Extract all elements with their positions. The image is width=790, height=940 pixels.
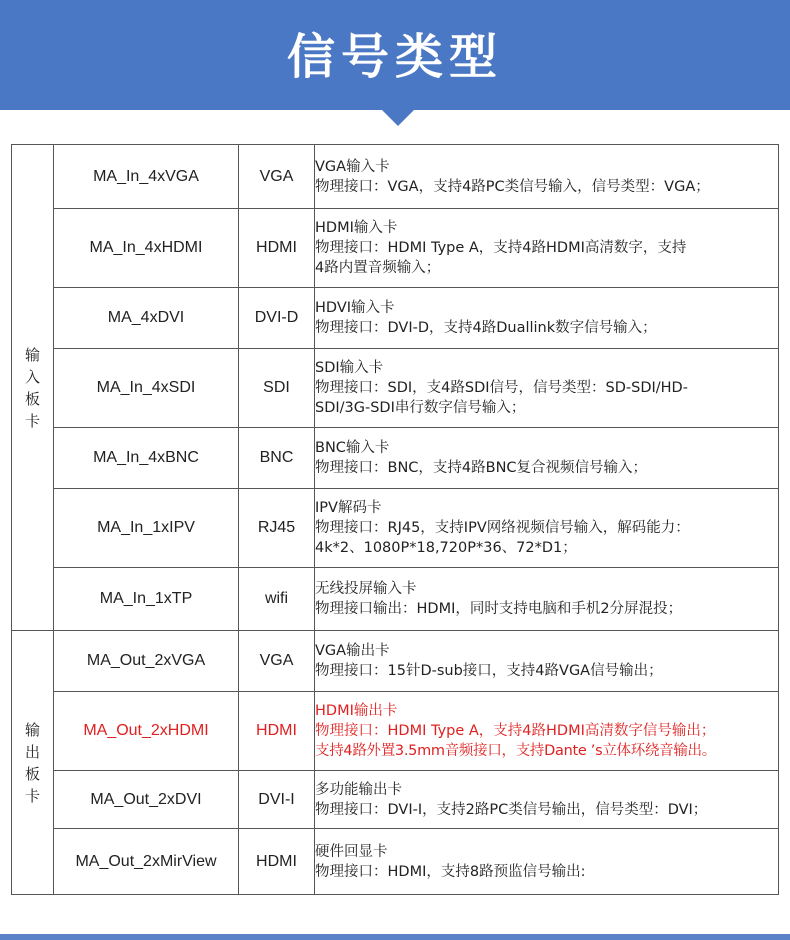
desc-line: 物理接口：HDMI Type A，支持4路HDMI高清数字信号输出； xyxy=(315,723,716,739)
table-row xyxy=(12,428,779,489)
group-output xyxy=(12,631,54,895)
model-name: MA_Out_2xHDMI xyxy=(54,692,239,771)
table-row xyxy=(12,771,779,829)
desc-title: SDI输入卡 xyxy=(315,360,384,376)
desc-title: VGA输出卡 xyxy=(315,643,390,659)
description xyxy=(315,209,779,288)
description xyxy=(315,829,779,895)
desc-line: 物理接口：SDI，支4路SDI信号，信号类型：SD-SDI/HD- xyxy=(315,380,688,396)
interface-type: SDI xyxy=(239,349,315,428)
model-name: MA_In_4xBNC xyxy=(54,428,239,489)
model-name: MA_In_4xSDI xyxy=(54,349,239,428)
description xyxy=(315,489,779,568)
desc-title: 无线投屏输入卡 xyxy=(315,581,417,597)
table-row xyxy=(12,631,779,692)
table-row xyxy=(12,209,779,288)
description xyxy=(315,771,779,829)
desc-line: 支持4路外置3.5mm音频接口，支持Dante ’s立体环绕音输出。 xyxy=(315,743,716,759)
description xyxy=(315,349,779,428)
table-row xyxy=(12,568,779,631)
table-row xyxy=(12,489,779,568)
desc-title: IPV解码卡 xyxy=(315,500,382,516)
interface-type: RJ45 xyxy=(239,489,315,568)
desc-title: VGA输入卡 xyxy=(315,158,390,175)
desc-line: 物理接口：DVI-D，支持4路Duallink数字信号输入； xyxy=(315,320,657,336)
desc-line: 4k*2、1080P*18,720P*36、72*D1； xyxy=(315,540,577,556)
model-name: MA_Out_2xVGA xyxy=(54,631,239,692)
desc-title: HDMI输出卡 xyxy=(315,703,398,719)
table-row xyxy=(12,349,779,428)
desc-line: 物理接口输出：HDMI，同时支持电脑和手机2分屏混投； xyxy=(315,601,683,617)
desc-line: 物理接口：15针D-sub接口，支持4路VGA信号输出； xyxy=(315,663,663,679)
signal-type-table xyxy=(11,144,779,895)
desc-line: 物理接口：HDMI，支持8路预监信号输出: xyxy=(315,863,586,880)
bottom-accent-bar xyxy=(0,934,790,940)
header-banner xyxy=(0,0,790,110)
desc-title: 硬件回显卡 xyxy=(315,843,388,860)
desc-line: SDI/3G-SDI串行数字信号输入； xyxy=(315,400,526,416)
interface-type: DVI-I xyxy=(239,771,315,829)
desc-title: HDVI输入卡 xyxy=(315,300,395,316)
interface-type: DVI-D xyxy=(239,288,315,349)
model-name: MA_In_4xHDMI xyxy=(54,209,239,288)
desc-line: 物理接口：DVI-I，支持2路PC类信号输出，信号类型：DVI； xyxy=(315,801,708,818)
group-input xyxy=(12,145,54,631)
desc-line: 物理接口：BNC，支持4路BNC复合视频信号输入； xyxy=(315,460,648,476)
desc-line: 4路内置音频输入； xyxy=(315,260,441,276)
interface-type: wifi xyxy=(239,568,315,631)
desc-line: 物理接口：VGA，支持4路PC类信号输入，信号类型：VGA； xyxy=(315,178,710,195)
desc-title: 多功能输出卡 xyxy=(315,781,402,798)
description xyxy=(315,145,779,209)
model-name: MA_In_1xTP xyxy=(54,568,239,631)
model-name: MA_4xDVI xyxy=(54,288,239,349)
description xyxy=(315,288,779,349)
description xyxy=(315,428,779,489)
desc-line: 物理接口：HDMI Type A，支持4路HDMI高清数字，支持 xyxy=(315,240,687,256)
description xyxy=(315,692,779,771)
table-row xyxy=(12,288,779,349)
banner-pointer xyxy=(381,109,415,126)
group-label-output: 输 出 板 卡 xyxy=(24,720,40,805)
model-name: MA_Out_2xMirView xyxy=(54,829,239,895)
desc-line: 物理接口：RJ45，支持IPV网络视频信号输入，解码能力： xyxy=(315,520,690,536)
model-name: MA_In_4xVGA xyxy=(54,145,239,209)
interface-type: VGA xyxy=(239,631,315,692)
model-name: MA_Out_2xDVI xyxy=(54,771,239,829)
model-name: MA_In_1xIPV xyxy=(54,489,239,568)
interface-type: HDMI xyxy=(239,692,315,771)
page-title: 信号类型 xyxy=(286,29,503,85)
interface-type: HDMI xyxy=(239,829,315,895)
desc-title: HDMI输入卡 xyxy=(315,220,398,236)
interface-type: HDMI xyxy=(239,209,315,288)
description xyxy=(315,631,779,692)
desc-title: BNC输入卡 xyxy=(315,440,390,456)
group-label-input: 输 入 板 卡 xyxy=(24,345,40,430)
table-row-highlighted xyxy=(12,692,779,771)
description xyxy=(315,568,779,631)
interface-type: BNC xyxy=(239,428,315,489)
table-row xyxy=(12,829,779,895)
table-row xyxy=(12,145,779,209)
interface-type: VGA xyxy=(239,145,315,209)
